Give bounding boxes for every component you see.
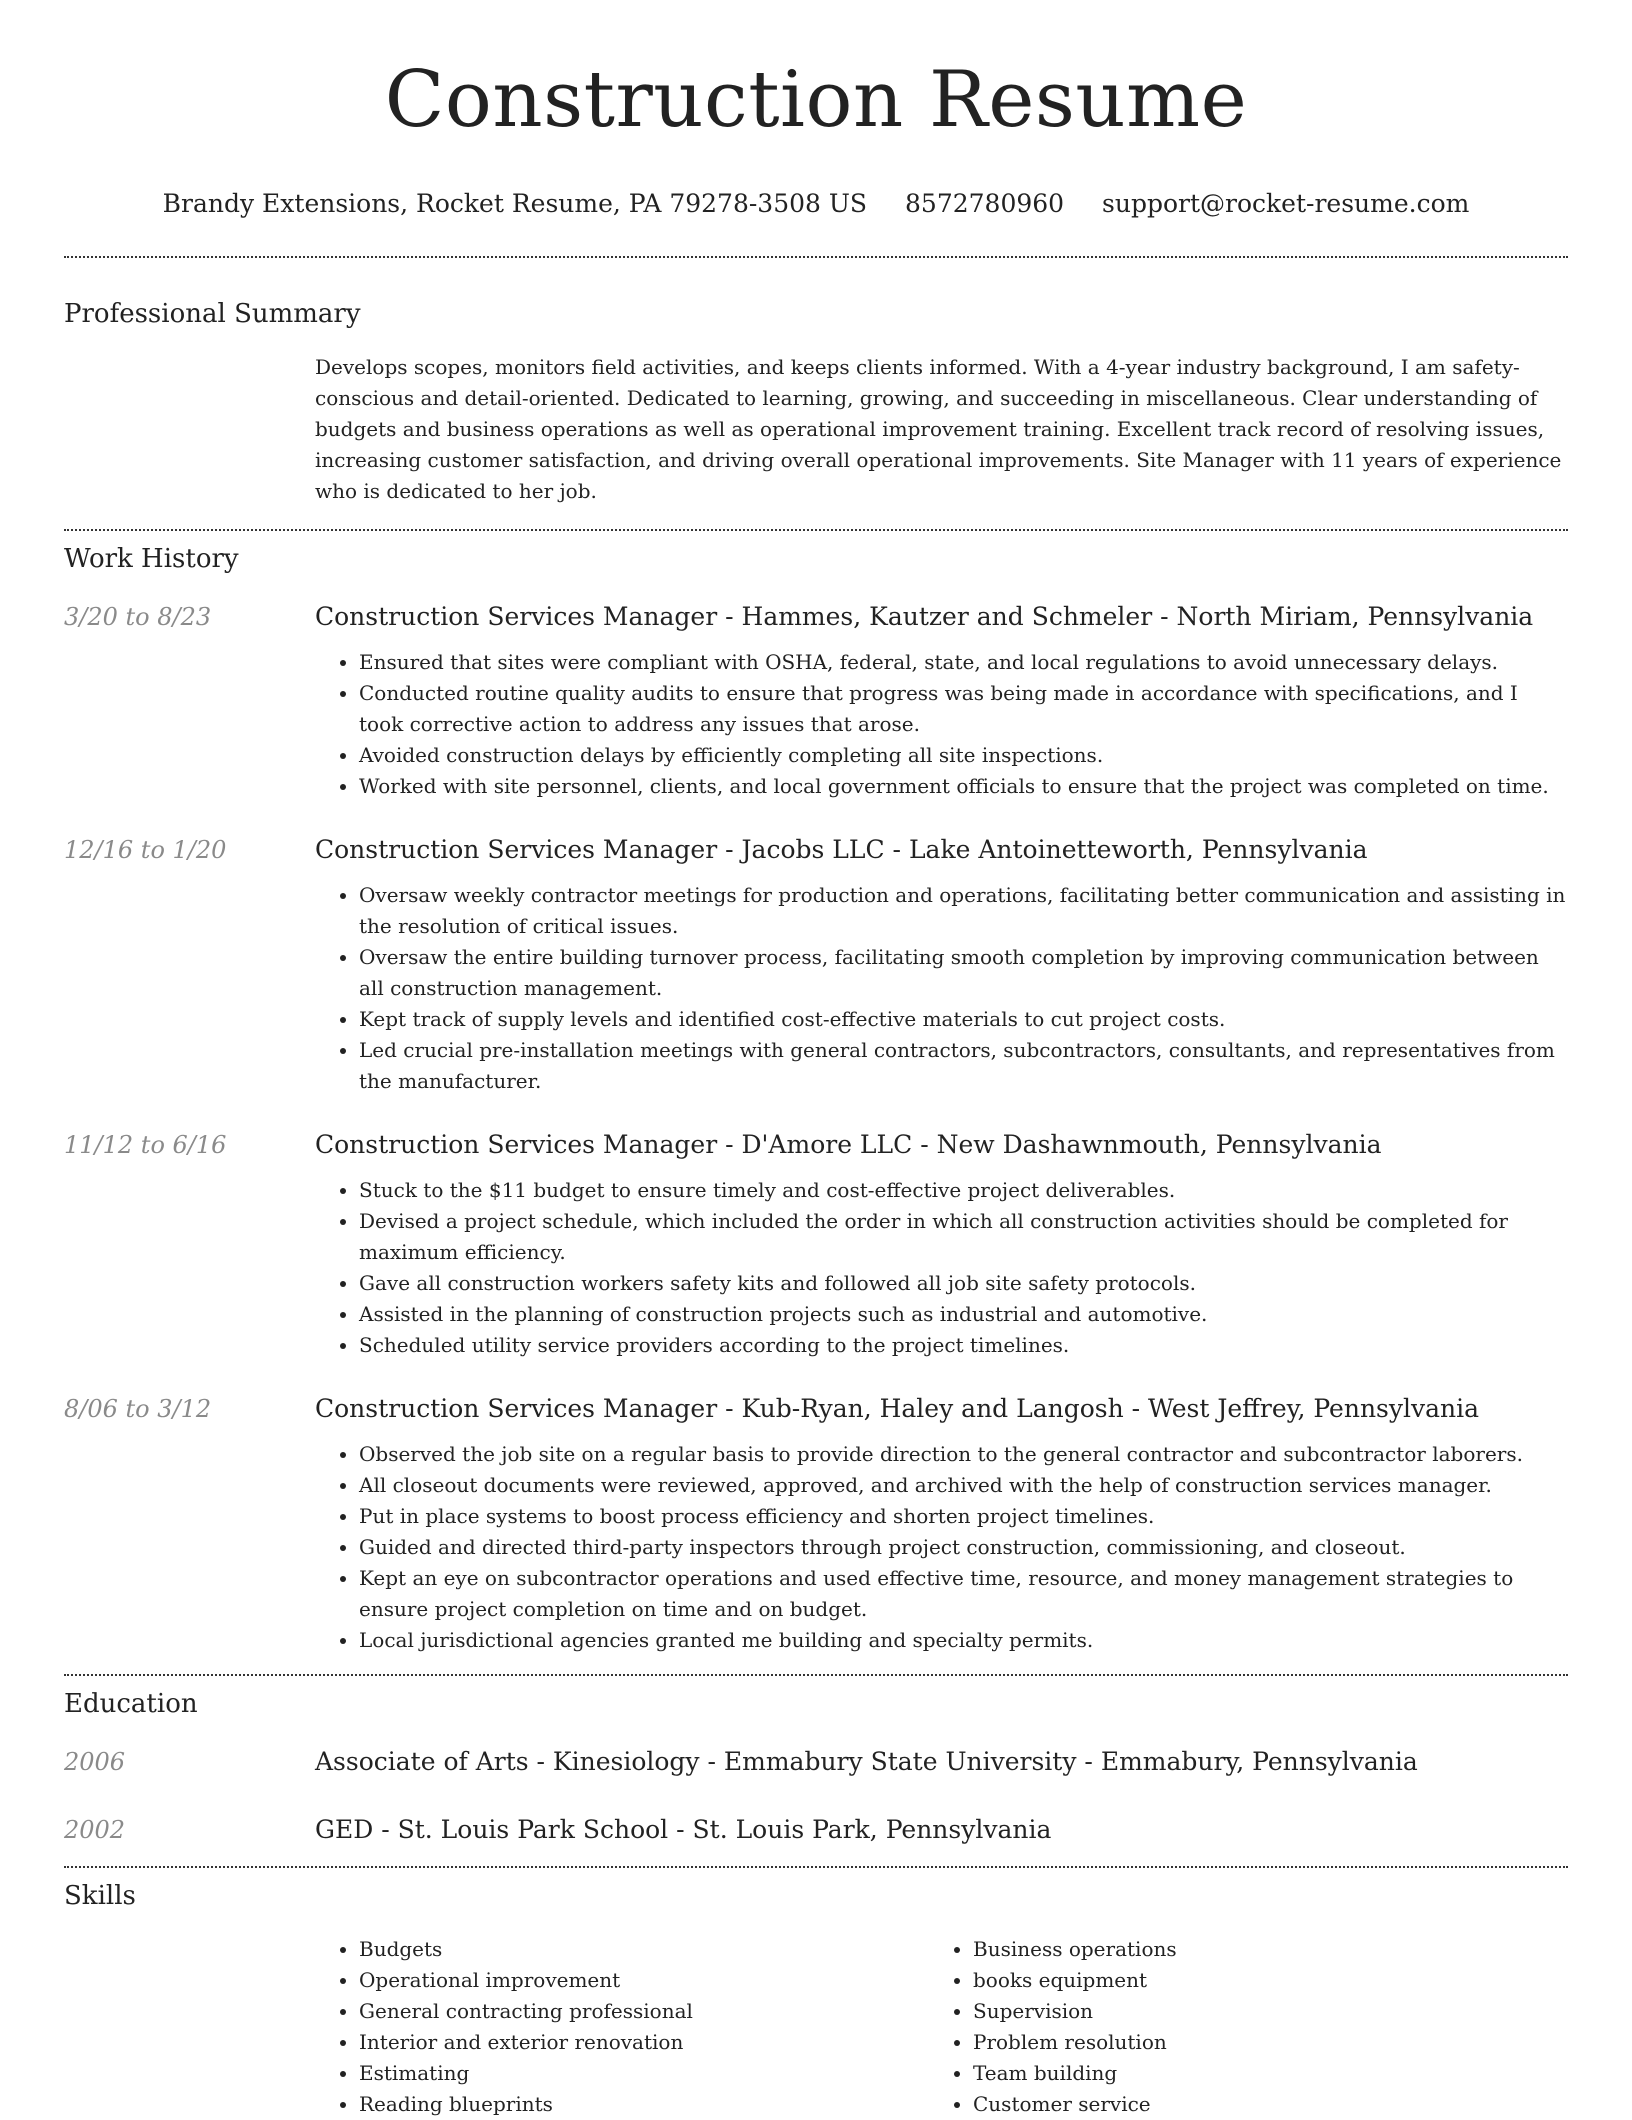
list-item: • Ensured that sites were compliant with OSHA, federal, state, and local regulations to avoid unnecessary delays. <box>359 647 1568 678</box>
list-item: • Budgets <box>359 1934 929 1965</box>
section-divider <box>64 1866 1568 1868</box>
job-entry <box>64 1129 1568 1361</box>
job-title: Construction Services Manager - Jacobs LLC - Lake Antoinetteworth, Pennsylvania <box>315 835 1368 864</box>
job-title: Construction Services Manager - Hammes, Kautzer and Schmeler - North Miriam, Pennsylvania <box>315 602 1534 631</box>
list-item: • Gave all construction workers safety kits and followed all job site safety protocols. <box>359 1268 1568 1299</box>
section-divider <box>64 256 1568 258</box>
education-title: GED - St. Louis Park School - St. Louis Park, Pennsylvania <box>315 1815 1052 1844</box>
list-item: • Kept an eye on subcontractor operations and used effective time, resource, and money management strategies to ensure project completion on time and on budget. <box>359 1563 1568 1625</box>
list-item: • Oversaw weekly contractor meetings for production and operations, facilitating better communication and assisting in the resolution of critical issues. <box>359 880 1568 942</box>
skills-heading: Skills <box>64 1881 136 1911</box>
job-bullets <box>315 880 1568 1097</box>
job-date: 8/06 to 3/12 <box>64 1395 212 1423</box>
work-history-heading: Work History <box>64 544 239 574</box>
work-history-section <box>64 543 1568 1656</box>
job-date: 3/20 to 8/23 <box>64 603 212 631</box>
list-item: • Guided and directed third-party inspectors through project construction, commissioning, and closeout. <box>359 1532 1568 1563</box>
list-item: • Business operations <box>973 1934 1543 1965</box>
list-item: • Assisted in the planning of construction projects such as industrial and automotive. <box>359 1299 1568 1330</box>
education-entry <box>64 1814 1568 1846</box>
list-item: • Scheduled utility service providers according to the project timelines. <box>359 1330 1568 1361</box>
list-item: • Devised a project schedule, which included the order in which all construction activities should be completed for maximum efficiency. <box>359 1206 1568 1268</box>
page-title: Construction Resume <box>384 55 1248 145</box>
list-item: • Reading blueprints <box>359 2089 929 2120</box>
job-bullets <box>315 1175 1568 1361</box>
list-item: • All closeout documents were reviewed, approved, and archived with the help of construction services manager. <box>359 1470 1568 1501</box>
job-bullets <box>315 647 1568 802</box>
contact-line <box>64 188 1568 220</box>
section-divider <box>64 529 1568 531</box>
skills-columns <box>315 1934 1568 2120</box>
contact-phone: 8572780960 <box>905 189 1065 218</box>
list-item: • Estimating <box>359 2058 929 2089</box>
list-item: • Operational improvement <box>359 1965 929 1996</box>
job-entry <box>64 601 1568 802</box>
list-item: • Kept track of supply levels and identified cost-effective materials to cut project costs. <box>359 1004 1568 1035</box>
list-item: • Observed the job site on a regular basis to provide direction to the general contractor and subcontractor laborers. <box>359 1439 1568 1470</box>
list-item: • Team building <box>973 2058 1543 2089</box>
job-title: Construction Services Manager - D'Amore LLC - New Dashawnmouth, Pennsylvania <box>315 1130 1382 1159</box>
list-item: • Led crucial pre-installation meetings with general contractors, subcontractors, consultants, and representatives from the manufacturer. <box>359 1035 1568 1097</box>
summary-text: Develops scopes, monitors field activities, and keeps clients informed. With a 4-year industry background, I am safety-conscious and detail-oriented. Dedicated to learning, growing, and succeeding in miscellaneous. Clear understanding of budgets and business operations as well as operational improvement training. Excellent track record of resolving issues, increasing customer satisfaction, and driving overall operational improvements. Site Manager with 11 years of experience who is dedicated to her job. <box>315 355 1562 503</box>
education-section <box>64 1688 1568 1846</box>
section-divider <box>64 1674 1568 1676</box>
summary-body <box>315 352 1568 507</box>
resume-page <box>64 0 1568 2120</box>
list-item: • Worked with site personnel, clients, and local government officials to ensure that the project was completed on time. <box>359 771 1568 802</box>
job-bullets <box>315 1439 1568 1656</box>
list-item: • Supervision <box>973 1996 1543 2027</box>
list-item: • Customer service <box>973 2089 1543 2120</box>
education-title: Associate of Arts - Kinesiology - Emmabury State University - Emmabury, Pennsylvania <box>315 1747 1418 1776</box>
skills-list-left <box>315 1934 929 2120</box>
summary-heading: Professional Summary <box>64 299 361 329</box>
list-item: • Problem resolution <box>973 2027 1543 2058</box>
education-heading: Education <box>64 1689 198 1719</box>
list-item: • Put in place systems to boost process efficiency and shorten project timelines. <box>359 1501 1568 1532</box>
list-item: • Stuck to the $11 budget to ensure timely and cost-effective project deliverables. <box>359 1175 1568 1206</box>
list-item: • Conducted routine quality audits to ensure that progress was being made in accordance with specifications, and I took corrective action to address any issues that arose. <box>359 678 1568 740</box>
contact-address: Brandy Extensions, Rocket Resume, PA 79278-3508 US <box>162 189 868 218</box>
list-item: • Interior and exterior renovation <box>359 2027 929 2058</box>
list-item: • General contracting professional <box>359 1996 929 2027</box>
education-date: 2002 <box>64 1816 126 1844</box>
job-entry <box>64 834 1568 1097</box>
skills-list-right <box>929 1934 1543 2120</box>
education-entry <box>64 1746 1568 1778</box>
summary-section <box>64 298 1568 507</box>
list-item: • Local jurisdictional agencies granted me building and specialty permits. <box>359 1625 1568 1656</box>
job-entry <box>64 1393 1568 1656</box>
contact-email: support@rocket-resume.com <box>1102 189 1470 218</box>
skills-section <box>64 1880 1568 2120</box>
job-date: 11/12 to 6/16 <box>64 1131 227 1159</box>
list-item: • books equipment <box>973 1965 1543 1996</box>
job-date: 12/16 to 1/20 <box>64 836 227 864</box>
list-item: • Oversaw the entire building turnover process, facilitating smooth completion by improving communication between all construction management. <box>359 942 1568 1004</box>
job-title: Construction Services Manager - Kub-Ryan, Haley and Langosh - West Jeffrey, Pennsylvania <box>315 1394 1480 1423</box>
list-item: • Avoided construction delays by efficiently completing all site inspections. <box>359 740 1568 771</box>
education-date: 2006 <box>64 1748 126 1776</box>
